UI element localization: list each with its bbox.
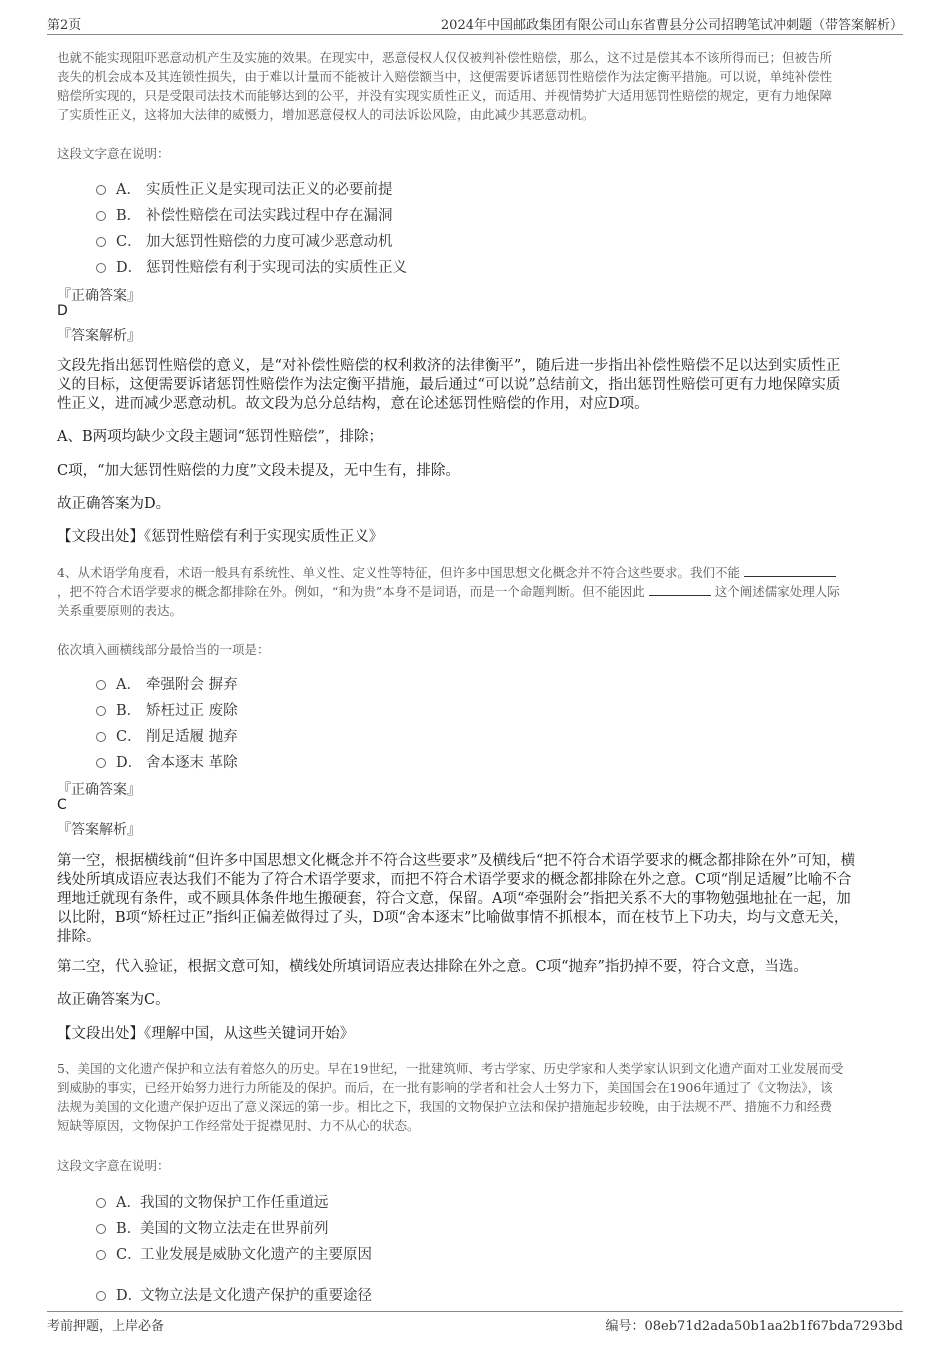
- q4-analysis-para: 故正确答案为C。: [57, 992, 170, 1008]
- q5-prompt: 这段文字意在说明：: [57, 1158, 170, 1173]
- passage-line: 法规为美国的文化遗产保护迈出了意义深远的第一步。相比之下，我国的文物保护立法和保护措施起步较晚，由于法规不严、措施不力和经费: [57, 1099, 833, 1114]
- passage-line: ，把不符合术语学要求的概念都排除在外。例如，“和为贵”本身不是词语，而是一个命题判断。但不能因此 这个阐述儒家处理人际: [57, 584, 840, 599]
- q4-source: 【文段出处】《理解中国，从这些关键词开始》: [57, 1026, 355, 1042]
- radio-icon[interactable]: [96, 1198, 106, 1208]
- q3-analysis-para: C项，“加大惩罚性赔偿的力度”文段未提及，无中生有，排除。: [57, 463, 460, 479]
- q3-analysis-para: A、B两项均缺少文段主题词“惩罚性赔偿”，排除；: [57, 429, 383, 445]
- q4-option-d[interactable]: D． 舍本逐末 革除: [96, 751, 238, 772]
- q3-answer-label: 『正确答案』: [57, 288, 141, 304]
- radio-icon[interactable]: [96, 1250, 106, 1260]
- page-number: 第2页: [47, 18, 82, 33]
- q5-option-b[interactable]: B． 美国的文物立法走在世界前列: [96, 1217, 329, 1238]
- passage-line: 丧失的机会成本及其连锁性损失，由于难以计量而不能被计入赔偿额当中，这便需要诉诸惩罚性赔偿作为法定衡平措施。可以说，单纯补偿性: [57, 69, 833, 84]
- radio-icon[interactable]: [96, 1224, 106, 1234]
- q5-option-a[interactable]: A． 我国的文物保护工作任重道远: [96, 1191, 329, 1212]
- document-title: 2024年中国邮政集团有限公司山东省曹县分公司招聘笔试冲刺题（带答案解析）: [440, 18, 903, 33]
- radio-icon[interactable]: [96, 185, 106, 195]
- q5-option-d[interactable]: D． 文物立法是文化遗产保护的重要途径: [96, 1284, 372, 1305]
- blank-1: [744, 564, 836, 577]
- radio-icon[interactable]: [96, 211, 106, 221]
- q3-option-d[interactable]: D． 惩罚性赔偿有利于实现司法的实质性正义: [96, 256, 407, 277]
- passage-line: 短缺等原因，文物保护工作经常处于捉襟见肘、力不从心的状态。: [57, 1118, 420, 1133]
- passage-line: 4、从术语学角度看，术语一般具有系统性、单义性、定义性等特征，但许多中国思想文化概念并不符合这些要求。我们不能: [57, 563, 907, 582]
- q4-answer: C: [57, 797, 67, 813]
- q4-answer-label: 『正确答案』: [57, 782, 141, 798]
- passage-line: 也就不能实现阻吓恶意动机产生及实施的效果。在现实中，恶意侵权人仅仅被判补偿性赔偿，那么，这不过是偿其本不该所得而已；但被告所: [57, 50, 833, 65]
- q4-analysis-label: 『答案解析』: [57, 822, 141, 838]
- radio-icon[interactable]: [96, 237, 106, 247]
- radio-icon[interactable]: [96, 263, 106, 273]
- passage-line: 5、美国的文化遗产保护和立法有着悠久的历史。早在19世纪，一批建筑师、考古学家、历史学家和人类学家认识到文化遗产面对工业发展而受: [57, 1061, 844, 1076]
- q4-option-b[interactable]: B． 矫枉过正 废除: [96, 699, 238, 720]
- q3-source: 【文段出处】《惩罚性赔偿有利于实现实质性正义》: [57, 529, 384, 545]
- blank-2: [649, 583, 711, 596]
- q4-analysis-para: 第二空，代入验证，根据文意可知，横线处所填词语应表达排除在外之意。C项“抛弃”指扔掉不要，符合文意，当选。: [57, 959, 808, 975]
- radio-icon[interactable]: [96, 1291, 106, 1301]
- passage-line: 了实质性正义，这将加大法律的威慑力，增加恶意侵权人的司法诉讼风险，由此减少其恶意动机。: [57, 107, 595, 122]
- page-header: [47, 12, 903, 35]
- q3-analysis-para: 故正确答案为D。: [57, 496, 171, 512]
- radio-icon[interactable]: [96, 706, 106, 716]
- q4-passage: [57, 563, 907, 620]
- passage-line: 关系重要原则的表达。: [57, 603, 183, 618]
- passage-line: 赔偿所实现的，只是受限司法技术而能够达到的公平，并没有实现实质性正义，而适用、并视情势扩大适用惩罚性赔偿的规定，更有力地保障: [57, 88, 833, 103]
- q5-option-c[interactable]: C． 工业发展是威胁文化遗产的主要原因: [96, 1243, 372, 1264]
- q3-passage: [57, 48, 907, 124]
- q4-analysis-para: 第一空，根据横线前“但许多中国思想文化概念并不符合这些要求”及横线后“把不符合术语学要求的概念都排除在外”可知，横 线处所填成语应表达我们不能为了符合术语学要求，而把不符合术语学要求的概念都排除在外之意。C项“削足适履”比喻不合 理地迁就现有条件，或不顾具体条件地生搬硬套，符合文意，保留。A项“牵强附会”指把关系不大的事物勉强地扯在一起，加 以比附，B项“矫枉过正”指纠正偏差做得过了头，D项“舍本逐末”比喻做事情不抓根本，而在枝节上下功夫，均与文意无关， 排除。: [57, 853, 856, 945]
- footer-slogan: 考前押题，上岸必备: [47, 1319, 165, 1334]
- q3-option-c[interactable]: C． 加大惩罚性赔偿的力度可减少恶意动机: [96, 230, 393, 251]
- q3-analysis-para: 文段先指出惩罚性赔偿的意义，是“对补偿性赔偿的权利救济的法律衡平”，随后进一步指出补偿性赔偿不足以达到实质性正 义的目标，这便需要诉诸惩罚性赔偿作为法定衡平措施，最后通过“可以说”总结前文，指出惩罚性赔偿可更有力地保障实质 性正义，进而减少恶意动机。故文段为总分总结构，意在论述惩罚性赔偿的作用，对应D项。: [57, 358, 841, 412]
- q3-option-a[interactable]: A． 实质性正义是实现司法正义的必要前提: [96, 178, 393, 199]
- q5-passage: [57, 1059, 907, 1135]
- radio-icon[interactable]: [96, 732, 106, 742]
- passage-line: 到威胁的事实，已经开始努力进行力所能及的保护。而后，在一批有影响的学者和社会人士努力下，美国国会在1906年通过了《文物法》，该: [57, 1080, 833, 1095]
- q4-prompt: 依次填入画横线部分最恰当的一项是：: [57, 642, 270, 657]
- q3-answer: D: [57, 303, 68, 319]
- page-footer: [47, 1311, 903, 1334]
- q3-analysis-label: 『答案解析』: [57, 328, 141, 344]
- q4-option-c[interactable]: C． 削足适履 抛弃: [96, 725, 238, 746]
- document-id: 编号：08eb71d2ada50b1aa2b1f67bda7293bd: [605, 1319, 903, 1334]
- q4-option-a[interactable]: A． 牵强附会 摒弃: [96, 673, 238, 694]
- q3-prompt: 这段文字意在说明：: [57, 146, 170, 161]
- q3-option-b[interactable]: B． 补偿性赔偿在司法实践过程中存在漏洞: [96, 204, 393, 225]
- radio-icon[interactable]: [96, 758, 106, 768]
- radio-icon[interactable]: [96, 680, 106, 690]
